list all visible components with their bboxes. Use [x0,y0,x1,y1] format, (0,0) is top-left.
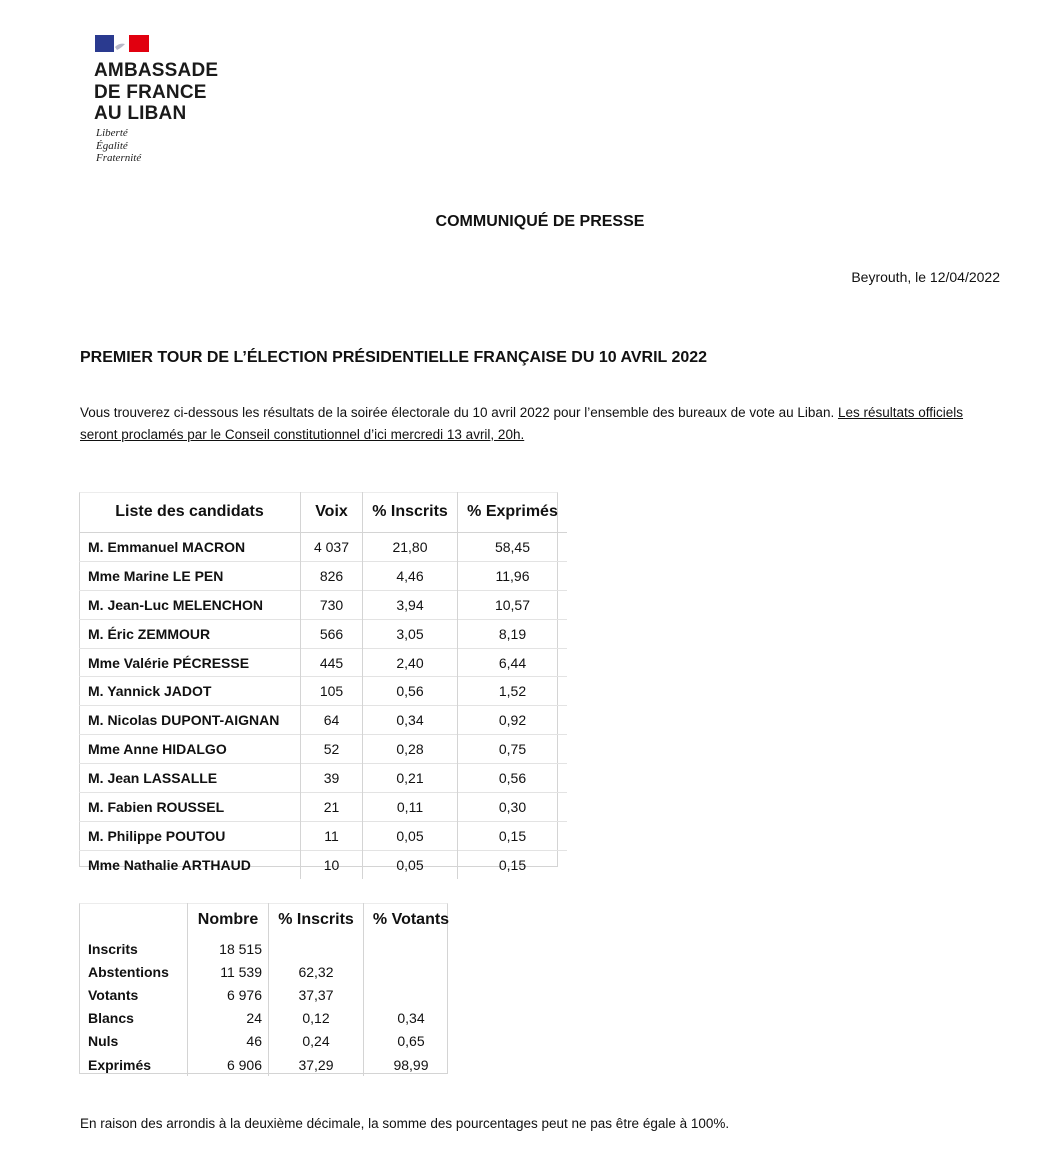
table-row [79,983,458,1006]
candidate-pct-expressed: 0,30 [458,793,568,822]
turnout-count: 24 [188,1007,269,1030]
organization-line: AU LIBAN [94,103,187,124]
intro-paragraph [80,402,1000,446]
candidate-name: Mme Marine LE PEN [79,561,301,590]
motto-line: Liberté [96,127,128,139]
headline: PREMIER TOUR DE L’ÉLECTION PRÉSIDENTIELLE FRANÇAISE DU 10 AVRIL 2022 [80,349,708,366]
turnout-pct-voters: 0,65 [397,1033,425,1050]
turnout-pct-registered: 62,32 [269,960,364,983]
header-candidates: Liste des candidats [79,492,301,533]
table-row [79,937,458,960]
header-pct-registered: % Inscrits [363,492,458,533]
candidate-name: Mme Valérie PÉCRESSE [79,648,301,677]
candidate-pct-expressed: 0,15 [458,850,568,878]
header-pct-expressed: % Exprimés [467,503,558,520]
candidate-pct-expressed: 58,45 [458,533,568,562]
candidate-name: M. Éric ZEMMOUR [79,619,301,648]
document-type: COMMUNIQUÉ DE PRESSE [435,213,645,230]
candidate-pct-registered: 2,40 [363,648,458,677]
candidate-pct-expressed: 0,56 [458,764,568,793]
turnout-header-row [79,903,458,937]
header-count: Nombre [188,903,269,937]
turnout-label: Nuls [79,1030,188,1053]
table-row [79,533,567,562]
candidate-votes: 64 [301,706,363,735]
header-pct-registered: % Inscrits [269,903,364,937]
turnout-label: Abstentions [79,960,188,983]
table-row [79,648,567,677]
results-table [79,492,567,879]
turnout-count: 11 539 [188,960,269,983]
candidate-pct-expressed: 0,15 [458,821,568,850]
candidate-pct-expressed: 10,57 [458,590,568,619]
header-pct-voters: % Votants [372,911,450,928]
table-row [79,677,567,706]
table-row [79,706,567,735]
candidate-name: M. Nicolas DUPONT-AIGNAN [79,706,301,735]
organization-line: DE FRANCE [94,81,207,103]
place-date: Beyrouth, le 12/04/2022 [851,269,1000,285]
candidate-votes: 730 [301,590,363,619]
candidate-pct-registered: 3,94 [363,590,458,619]
turnout-pct-voters: 98,99 [393,1056,429,1073]
candidate-votes: 566 [301,619,363,648]
candidate-pct-expressed: 8,19 [458,619,568,648]
candidate-votes: 52 [301,735,363,764]
republic-motto [96,127,141,165]
turnout-pct-registered: 37,29 [269,1053,364,1076]
candidate-name: M. Philippe POUTOU [79,821,301,850]
table-row [79,735,567,764]
turnout-pct-registered: 37,37 [269,983,364,1006]
flag-white-band [114,35,129,52]
french-republic-flag-logo [95,35,149,52]
turnout-pct-registered: 0,12 [269,1007,364,1030]
turnout-pct-voters: 0,34 [397,1010,425,1027]
candidate-votes: 105 [301,677,363,706]
motto-line: Égalité [96,139,128,152]
table-row [79,821,567,850]
candidate-name: Mme Anne HIDALGO [79,735,301,764]
official-results-link[interactable]: Les résultats officiels seront proclamés par le Conseil constitutionnel d’ici mercredi 13 avril, 20h. [80,405,964,442]
candidate-pct-expressed: 6,44 [458,648,568,677]
turnout-count: 6 906 [188,1053,269,1076]
turnout-pct-voters [364,960,459,983]
candidate-pct-registered: 0,28 [363,735,458,764]
candidate-pct-expressed: 0,92 [458,706,568,735]
turnout-label: Blancs [79,1007,188,1030]
organization-name [94,60,218,125]
candidate-votes: 39 [301,764,363,793]
candidate-pct-expressed: 11,96 [458,561,568,590]
turnout-table [79,903,458,1076]
turnout-pct-voters [364,937,459,960]
flag-red-band [129,35,149,52]
rounding-footnote: En raison des arrondis à la deuxième décimale, la somme des pourcentages peut ne pas être égale à 100%. [80,1116,730,1131]
table-row [79,590,567,619]
candidate-pct-registered: 0,11 [363,793,458,822]
candidate-pct-registered: 21,80 [363,533,458,562]
table-row [79,793,567,822]
candidate-votes: 11 [301,821,363,850]
flag-blue-band [95,35,114,52]
results-header-row [79,492,567,533]
table-row [79,960,458,983]
candidate-pct-registered: 0,21 [363,764,458,793]
candidate-name: M. Jean LASSALLE [79,764,301,793]
intro-text: Vous trouverez ci-dessous les résultats de la soirée électorale du 10 avril 2022 pour l’ensemble des bureaux de vote au Liban. [80,405,835,420]
candidate-pct-expressed: 1,52 [458,677,568,706]
table-row [79,619,567,648]
candidate-pct-registered: 4,46 [363,561,458,590]
turnout-label: Exprimés [79,1053,188,1076]
organization-line: AMBASSADE [94,60,219,81]
candidate-pct-registered: 0,05 [363,821,458,850]
candidate-name: M. Jean-Luc MELENCHON [79,590,301,619]
turnout-label: Inscrits [79,937,188,960]
turnout-label: Votants [79,983,188,1006]
turnout-count: 6 976 [188,983,269,1006]
turnout-count: 18 515 [188,937,269,960]
header-votes: Voix [301,492,363,533]
candidate-votes: 445 [301,648,363,677]
candidate-pct-registered: 0,05 [363,850,458,878]
candidate-name: M. Emmanuel MACRON [79,533,301,562]
table-row [79,1007,458,1030]
candidate-pct-expressed: 0,75 [458,735,568,764]
table-row [79,1053,458,1076]
candidate-votes: 826 [301,561,363,590]
candidate-name: M. Yannick JADOT [79,677,301,706]
header-empty [79,903,188,937]
motto-line: Fraternité [96,152,142,164]
candidate-name: M. Fabien ROUSSEL [79,793,301,822]
table-row [79,561,567,590]
table-row [79,764,567,793]
candidate-votes: 10 [301,850,363,878]
turnout-count: 46 [188,1030,269,1053]
turnout-pct-voters [364,983,459,1006]
candidate-pct-registered: 0,56 [363,677,458,706]
table-row [79,1030,458,1053]
candidate-votes: 4 037 [301,533,363,562]
candidate-pct-registered: 3,05 [363,619,458,648]
candidate-votes: 21 [301,793,363,822]
table-row [79,850,567,878]
turnout-pct-registered: 0,24 [269,1030,364,1053]
turnout-pct-registered [269,937,364,960]
candidate-pct-registered: 0,34 [363,706,458,735]
candidate-name: Mme Nathalie ARTHAUD [79,850,301,878]
